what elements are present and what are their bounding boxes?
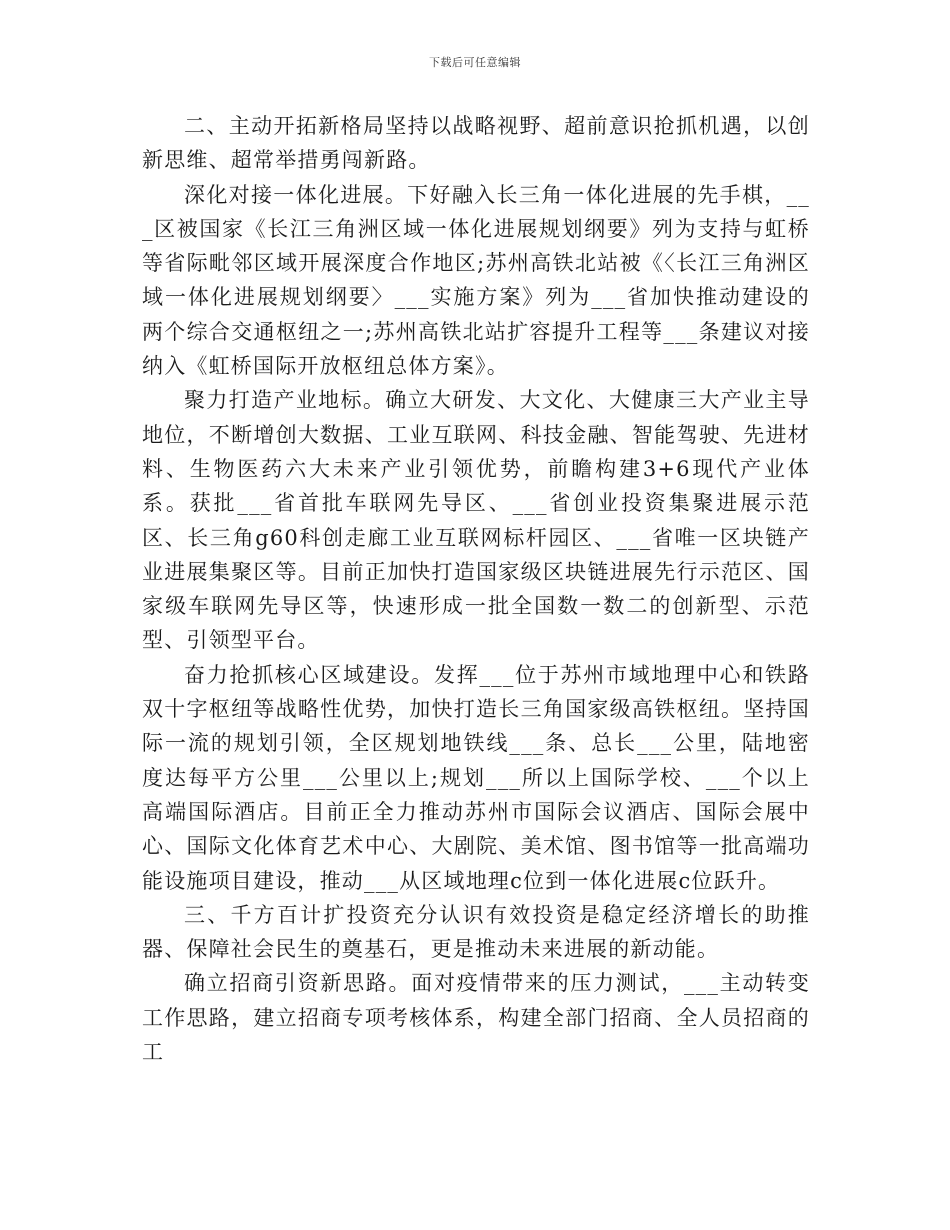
paragraph-section-two-heading: 二、主动开拓新格局坚持以战略视野、超前意识抢抓机遇，以创新思维、超常举措勇闯新路。 [142, 114, 810, 173]
paragraph-integration: 深化对接一体化进展。下好融入长三角一体化进展的先手棋，___区被国家《长江三角洲区域一体化进展规划纲要》列为支持与虹桥等省际毗邻区域开展深度合作地区;苏州高铁北站被《〈长江三角洲区域一体化进展规划纲要〉___实施方案》列为___省加快推动建设的两个综合交通枢纽之一;苏州高铁北站扩容提升工程等___条建议对接纳入《虹桥国际开放枢纽总体方案》。 [142, 182, 810, 379]
document-body [142, 109, 810, 1069]
paragraph-core-area: 奋力抢抓核心区域建设。发挥___位于苏州市域地理中心和铁路双十字枢纽等战略性优势，加快打造长三角国家级高铁枢纽。坚持国际一流的规划引领，全区规划地铁线___条、总长___公里，陆地密度达每平方公里___公里以上;规划___所以上国际学校、___个以上高端国际酒店。目前正全力推动苏州市国际会议酒店、国际会展中心、国际文化体育艺术中心、大剧院、美术馆、图书馆等一批高端功能设施项目建设，推动___从区域地理c位到一体化进展c位跃升。 [142, 662, 810, 893]
paragraph-industry: 聚力打造产业地标。确立大研发、大文化、大健康三大产业主导地位，不断增创大数据、工业互联网、科技金融、智能驾驶、先进材料、生物医药六大未来产业引领优势，前瞻构建3+6现代产业体系。获批___省首批车联网先导区、___省创业投资集聚进展示范区、长三角g60科创走廊工业互联网标杆园区、___省唯一区块链产业进展集聚区等。目前正加快打造国家级区块链进展先行示范区、国家级车联网先导区等，快速形成一批全国数一数二的创新型、示范型、引领型平台。 [142, 388, 810, 653]
paragraph-section-three-heading: 三、千方百计扩投资充分认识有效投资是稳定经济增长的助推器、保障社会民生的奠基石，更是推动未来进展的新动能。 [142, 902, 810, 962]
paragraph-investment: 确立招商引资新思路。面对疫情带来的压力测试，___主动转变工作思路，建立招商专项考核体系，构建全部门招商、全人员招商的工 [142, 971, 810, 1065]
page-header-note: 下载后可任意编辑 [429, 56, 521, 69]
